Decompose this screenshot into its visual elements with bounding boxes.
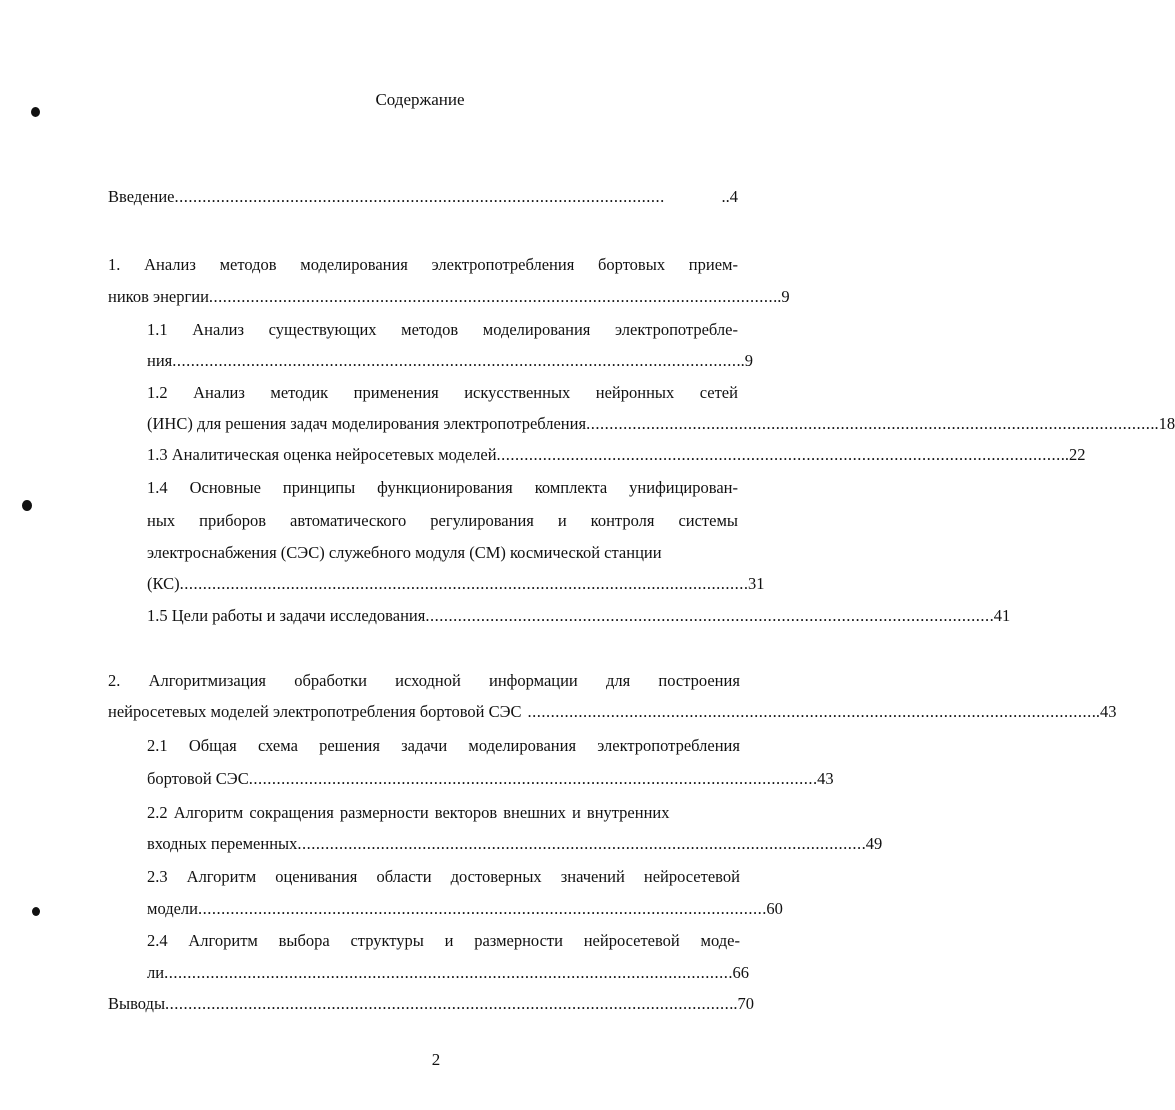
toc-entry-1-4-line3: электроснабжения (СЭС) служебного модуля (СМ) космической станции bbox=[147, 543, 662, 562]
toc-label: Введение bbox=[108, 187, 175, 206]
toc-page: .66 bbox=[728, 963, 749, 982]
word: обработки bbox=[294, 671, 367, 690]
toc-entry-2-2-line2 bbox=[147, 833, 883, 855]
toc-page: ..22 bbox=[1060, 445, 1086, 464]
word: методов bbox=[401, 320, 459, 339]
toc-leader-dots: .......................................................................................................................... bbox=[425, 606, 990, 625]
toc-page: ..43 bbox=[1091, 702, 1117, 721]
toc-leader-dots: .......................................................................................................................... bbox=[172, 351, 737, 370]
word: методов bbox=[219, 255, 277, 274]
section-number: 1. bbox=[108, 255, 121, 274]
word: системы bbox=[678, 511, 738, 530]
word: существующих bbox=[268, 320, 377, 339]
toc-label: бортовой СЭС bbox=[147, 769, 249, 788]
word: ных bbox=[147, 511, 176, 530]
word: структуры bbox=[350, 931, 424, 950]
toc-entry-conclusions bbox=[108, 993, 755, 1015]
word: решения bbox=[319, 736, 380, 755]
word: 1.2 bbox=[147, 383, 168, 402]
toc-entry-1-4-line2 bbox=[147, 510, 738, 532]
page-number: 2 bbox=[431, 1050, 441, 1069]
word: методик bbox=[270, 383, 329, 402]
toc-page: ..9 bbox=[773, 287, 790, 306]
word: нейронных bbox=[595, 383, 675, 402]
toc-entry-2-4-line1 bbox=[147, 930, 740, 952]
word: моделирования bbox=[468, 736, 577, 755]
word: сетей bbox=[699, 383, 738, 402]
word: значений bbox=[560, 867, 625, 886]
toc-entry-1-1-line2 bbox=[147, 350, 753, 372]
toc-entry-1-line2 bbox=[108, 286, 790, 308]
toc-page: .31 bbox=[743, 574, 765, 593]
word: Алгоритмизация bbox=[148, 671, 267, 690]
toc-leader-dots: .......................................................................................................................... bbox=[496, 445, 1061, 464]
toc-entry-2-line1 bbox=[108, 670, 740, 692]
word: Основные bbox=[189, 478, 261, 497]
toc-entry-2-1-line2 bbox=[147, 768, 834, 790]
toc-entry-1-5 bbox=[147, 605, 1011, 627]
word: искусственных bbox=[464, 383, 571, 402]
word: Анализ bbox=[192, 320, 245, 339]
word: моде- bbox=[700, 931, 740, 950]
word: для bbox=[605, 671, 631, 690]
toc-leader-dots: .......................................................................................................................... bbox=[527, 702, 1092, 721]
toc-leader-dots: .......................................................................................................................... bbox=[179, 574, 744, 593]
toc-page: .41 bbox=[989, 606, 1011, 625]
toc-page: ..70 bbox=[729, 994, 755, 1013]
toc-entry-1-1-line1 bbox=[147, 319, 738, 341]
toc-entry-2-4-line2 bbox=[147, 962, 749, 984]
word: бортовых bbox=[598, 255, 666, 274]
toc-label: (КС) bbox=[147, 574, 180, 593]
word: размерности bbox=[474, 931, 563, 950]
toc-page: ..9 bbox=[736, 351, 753, 370]
toc-label: Выводы bbox=[108, 994, 166, 1013]
word: и bbox=[557, 511, 567, 530]
word: информации bbox=[489, 671, 578, 690]
word: нейросетевой bbox=[643, 867, 740, 886]
toc-entry-1-2-line2 bbox=[147, 413, 1175, 435]
word: Анализ bbox=[144, 255, 196, 274]
word: 2.1 bbox=[147, 736, 168, 755]
toc-entry-1-4-line4 bbox=[147, 573, 765, 595]
scan-speck bbox=[22, 500, 32, 511]
toc-leader-dots: .......................................................................................................................... bbox=[297, 834, 862, 853]
toc-leader-dots: .......................................................................................................... bbox=[174, 187, 665, 206]
word: моделирования bbox=[482, 320, 591, 339]
word: выбора bbox=[278, 931, 330, 950]
word: 2.4 bbox=[147, 931, 168, 950]
toc-page: .49 bbox=[861, 834, 883, 853]
word: комплекта bbox=[534, 478, 608, 497]
toc-label: 1.5 Цели работы и задачи исследования bbox=[147, 606, 426, 625]
word: регулирования bbox=[430, 511, 534, 530]
word: электропотребления bbox=[431, 255, 575, 274]
toc-leader-dots: .......................................................................................................................... bbox=[164, 963, 729, 982]
toc-leader-dots: .......................................................................................................................... bbox=[198, 899, 763, 918]
word: оценивания bbox=[275, 867, 358, 886]
toc-label: ли bbox=[147, 963, 165, 982]
word: унифицирован- bbox=[629, 478, 738, 497]
toc-page: .43 bbox=[812, 769, 834, 788]
word: принципы bbox=[282, 478, 356, 497]
word: и bbox=[444, 931, 454, 950]
word: Алгоритм bbox=[186, 867, 257, 886]
toc-entry-2-2-line1: 2.2 Алгоритм сокращения размерности векторов внешних и внутренних bbox=[147, 803, 670, 822]
word: контроля bbox=[590, 511, 655, 530]
toc-leader-dots: .......................................................................................................................... bbox=[586, 414, 1151, 433]
word: функционирования bbox=[377, 478, 513, 497]
toc-label: 1.3 Аналитическая оценка нейросетевых моделей bbox=[147, 445, 497, 464]
word: прием- bbox=[688, 255, 738, 274]
toc-leader-dots: .......................................................................................................................... bbox=[248, 769, 813, 788]
word: области bbox=[376, 867, 432, 886]
word: задачи bbox=[401, 736, 448, 755]
toc-label: (ИНС) для решения задач моделирования электропотребления bbox=[147, 414, 587, 433]
word: схема bbox=[257, 736, 298, 755]
toc-entry-2-3-line2 bbox=[147, 898, 783, 920]
section-number: 2. bbox=[108, 671, 121, 690]
toc-entry-2-line2 bbox=[108, 701, 1117, 723]
toc-page: .60 bbox=[762, 899, 783, 918]
word: применения bbox=[353, 383, 439, 402]
word: Алгоритм bbox=[188, 931, 258, 950]
word: исходной bbox=[395, 671, 461, 690]
page-title: Содержание bbox=[375, 90, 465, 109]
toc-entry-1-3 bbox=[147, 444, 1086, 466]
scan-speck bbox=[32, 907, 40, 916]
toc-leader-dots: .......................................................................................................................... bbox=[165, 994, 730, 1013]
toc-entry-1-4-line1 bbox=[147, 477, 738, 499]
word: 1.4 bbox=[147, 478, 168, 497]
toc-entry-1-2-line1 bbox=[147, 382, 738, 404]
word: автоматического bbox=[290, 511, 407, 530]
toc-label: входных переменных bbox=[147, 834, 298, 853]
toc-label: ников энергии bbox=[108, 287, 209, 306]
word: электропотребле- bbox=[615, 320, 738, 339]
scan-speck bbox=[31, 107, 40, 117]
toc-page: ..18 bbox=[1150, 414, 1175, 433]
word: 1.1 bbox=[147, 320, 168, 339]
word: нейросетевой bbox=[583, 931, 680, 950]
word: 2.3 bbox=[147, 867, 168, 886]
word: построения bbox=[658, 671, 740, 690]
toc-page: ..4 bbox=[721, 187, 738, 206]
word: электропотребления bbox=[597, 736, 740, 755]
toc-entry-2-1-line1 bbox=[147, 735, 740, 757]
word: моделирования bbox=[300, 255, 408, 274]
toc-label: нейросетевых моделей электропотребления бортовой СЭС bbox=[108, 702, 522, 721]
toc-label: ния bbox=[147, 351, 173, 370]
word: Общая bbox=[188, 736, 237, 755]
toc-leader-dots: .......................................................................................................................... bbox=[208, 287, 774, 306]
word: приборов bbox=[199, 511, 267, 530]
toc-entry-2-3-line1 bbox=[147, 866, 740, 888]
toc-entry-intro bbox=[108, 186, 738, 208]
word: достоверных bbox=[450, 867, 542, 886]
toc-label: модели bbox=[147, 899, 198, 918]
word: Анализ bbox=[193, 383, 245, 402]
toc-entry-1-line1 bbox=[108, 254, 738, 276]
